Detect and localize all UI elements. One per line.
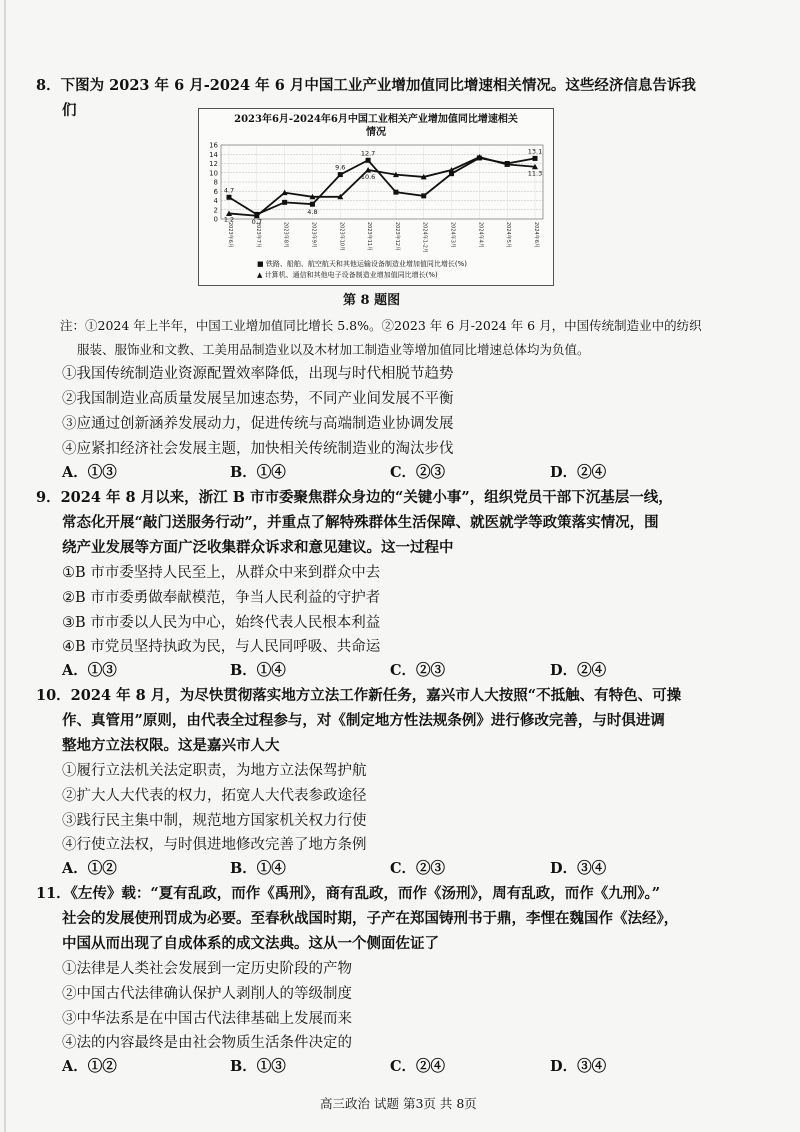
q11-answer-c: C．②④ bbox=[390, 1058, 446, 1075]
legend-series-1-label: 铁路、船舶、航空航天和其他运输设备制造业增加值同比增长(%) bbox=[265, 260, 467, 268]
q8-answer-b: B．①④ bbox=[230, 464, 286, 481]
x-tick-label: 2023年12月 bbox=[393, 222, 400, 252]
q11-answer-a: A．①② bbox=[62, 1058, 117, 1075]
data-label: 10.6 bbox=[360, 172, 376, 181]
q9-option-3: ③B 市市委以人民为中心，始终代表人民根本利益 bbox=[62, 615, 381, 631]
x-tick-label: 2023年11月 bbox=[366, 222, 373, 252]
q11-stem-line2: 社会的发展使刑罚成为必要。至春秋战国时期，子产在郑国铸刑书于鼎，李悝在魏国作《法经》， bbox=[62, 910, 679, 927]
q8-option-2: ②我国制造业高质量发展呈加速态势，不同产业间发展不平衡 bbox=[62, 391, 454, 407]
q8-option-4: ④应紧扣经济社会发展主题，加快相关传统制造业的淘汰步伐 bbox=[62, 441, 454, 457]
q10-stem-line1: 10．2024 年 8 月，为尽快贯彻落实地方立法工作新任务，嘉兴市人大按照“不抵触、有特色、可操 bbox=[36, 687, 682, 704]
data-label: 11.3 bbox=[527, 169, 543, 178]
x-tick-label: 2024年5月 bbox=[505, 222, 512, 248]
q9-option-4: ④B 市党员坚持执政为民，与人民同呼吸、共命运 bbox=[62, 639, 381, 655]
chart-caption: 第 8 题图 bbox=[343, 293, 401, 308]
q9-option-1: ①B 市市委坚持人民至上，从群众中来到群众中去 bbox=[62, 565, 381, 581]
y-tick-label: 10 bbox=[209, 169, 218, 178]
legend-triangle-marker: ▲ bbox=[257, 271, 263, 279]
q11-option-4: ④法的内容最终是由社会物质生活条件决定的 bbox=[62, 1035, 352, 1051]
q9-answer-a: A．①③ bbox=[62, 662, 117, 679]
q11-answer-b: B．①③ bbox=[230, 1058, 286, 1075]
q9-answer-d: D．②④ bbox=[550, 662, 607, 679]
q8-option-1: ①我国传统制造业资源配置效率降低，出现与时代相脱节趋势 bbox=[62, 366, 454, 382]
q10-stem-line2: 作、真管用”原则，由代表全过程参与，对《制定地方性法规条例》进行修改完善，与时俱进调 bbox=[62, 712, 665, 729]
x-tick-label: 2023年7月 bbox=[254, 222, 261, 248]
y-tick-label: 16 bbox=[209, 141, 218, 150]
q8-stem-line2: 们 bbox=[62, 102, 77, 119]
chart-title-line2: 情况 bbox=[366, 127, 386, 138]
q11-option-3: ③中华法系是在中国古代法律基础上发展而来 bbox=[62, 1011, 352, 1027]
page-footer: 高三政治 试题 第3页 共 8页 bbox=[320, 1096, 477, 1111]
page-edge-shadow bbox=[4, 0, 6, 1132]
q8-answer-d: D．②④ bbox=[550, 464, 607, 481]
q9-stem-line1: 9．2024 年 8 月以来，浙江 B 市市委聚焦群众身边的“关键小事”，组织党员干部下沉基层一线， bbox=[36, 489, 673, 506]
series-1-point bbox=[366, 158, 371, 163]
q11-stem-line3: 中国从而出现了自成体系的成文法典。这从一个侧面佐证了 bbox=[62, 935, 439, 952]
x-tick-label: 2024年3月 bbox=[449, 222, 456, 248]
y-tick-label: 8 bbox=[213, 178, 218, 187]
q9-answer-b: B．①④ bbox=[230, 662, 286, 679]
q8-answer-c: C．②③ bbox=[390, 464, 446, 481]
chart-title-line1: 2023年6月-2024年6月中国工业相关产业增加值同比增速相关 bbox=[234, 114, 518, 125]
q11-answer-d: D．③④ bbox=[550, 1058, 607, 1075]
x-tick-label: 2024年4月 bbox=[477, 222, 484, 248]
q8-stem-line1: 8．下图为 2023 年 6 月-2024 年 6 月中国工业产业增加值同比增速相关情况。这些经济信息告诉我 bbox=[36, 77, 696, 94]
q8-note-line2: 服装、服饰业和文教、工美用品制造业以及木材加工制造业等增加值同比增速总体均为负值。 bbox=[77, 342, 590, 357]
x-tick-label: 2023年9月 bbox=[310, 222, 317, 248]
data-label: 4.8 bbox=[307, 208, 318, 217]
q10-option-1: ①履行立法机关法定职责，为地方立法保驾护航 bbox=[62, 763, 367, 779]
q8-answer-a: A．①③ bbox=[62, 464, 117, 481]
series-1-point bbox=[393, 190, 398, 195]
q10-option-4: ④行使立法权，与时俱进地修改完善了地方条例 bbox=[62, 837, 367, 853]
y-tick-label: 4 bbox=[213, 197, 218, 205]
x-tick-label: 2024年6月 bbox=[533, 222, 539, 248]
legend-square-marker: ■ bbox=[257, 260, 264, 268]
legend-series-2 bbox=[257, 270, 438, 280]
q8-note-line1: 注：①2024 年上半年，中国工业增加值同比增长 5.8%。②2023 年 6 月-2024 年 6 月，中国传统制造业中的纺织 bbox=[60, 318, 702, 333]
q10-answer-c: C．②③ bbox=[390, 860, 446, 877]
series-1-point bbox=[421, 193, 426, 198]
series-1-point bbox=[227, 195, 232, 200]
q8-chart bbox=[198, 108, 554, 286]
q10-answer-d: D．③④ bbox=[550, 860, 607, 877]
data-label: 1.2 bbox=[223, 215, 235, 224]
series-line-1 bbox=[229, 158, 535, 217]
series-1-point bbox=[533, 156, 538, 161]
q9-stem-line2: 常态化开展“敲门送服务行动”，并重点了解特殊群体生活保障、就医就学等政策落实情况，围 bbox=[62, 514, 659, 531]
q11-option-1: ①法律是人类社会发展到一定历史阶段的产物 bbox=[62, 961, 352, 977]
q8-option-3: ③应通过创新涵养发展动力，促进传统与高端制造业协调发展 bbox=[62, 416, 454, 432]
legend-series-1 bbox=[257, 259, 467, 269]
y-tick-label: 12 bbox=[209, 160, 218, 168]
q9-option-2: ②B 市市委勇做奉献模范，争当人民利益的守护者 bbox=[62, 590, 381, 606]
q10-answer-b: B．①④ bbox=[230, 860, 286, 877]
x-tick-label: 2023年6月 bbox=[227, 222, 233, 248]
q10-option-2: ②扩大人大代表的权力，拓宽人大代表参政途径 bbox=[62, 788, 367, 804]
q11-stem-line1: 11．《左传》载：“夏有乱政，而作《禹刑》，商有乱政，而作《汤刑》，周有乱政，而作《九刑》。” bbox=[36, 885, 661, 902]
data-label: 4.7 bbox=[223, 186, 235, 195]
q10-answer-a: A．①② bbox=[62, 860, 117, 877]
q10-option-3: ③践行民主集中制，规范地方国家机关权力行使 bbox=[62, 813, 367, 829]
legend-series-2-label: 计算机、通信和其他电子设备制造业增加值同比增长(%) bbox=[264, 271, 438, 279]
x-tick-label: 2023年10月 bbox=[338, 222, 345, 252]
series-1-point bbox=[338, 172, 343, 177]
data-label: 9.6 bbox=[335, 163, 346, 172]
q11-option-2: ②中国古代法律确认保护人剥削人的等级制度 bbox=[62, 986, 352, 1002]
series-1-point bbox=[310, 202, 315, 207]
data-label: 12.7 bbox=[360, 149, 376, 158]
data-label: 13.1 bbox=[527, 147, 543, 156]
y-tick-label: 6 bbox=[213, 187, 218, 196]
series-1-point bbox=[282, 200, 287, 205]
y-tick-label: 14 bbox=[209, 150, 218, 159]
q10-stem-line3: 整地方立法权限。这是嘉兴市人大 bbox=[62, 737, 280, 754]
y-tick-label: 0 bbox=[213, 215, 218, 224]
q9-stem-line3: 绕产业发展等方面广泛收集群众诉求和意见建议。这一过程中 bbox=[62, 539, 454, 556]
x-tick-label: 2023年8月 bbox=[282, 222, 289, 248]
x-tick-label: 2024年1-2月 bbox=[421, 222, 428, 253]
y-tick-label: 2 bbox=[213, 206, 218, 215]
q9-answer-c: C．②③ bbox=[390, 662, 446, 679]
data-label: 0.7 bbox=[251, 217, 262, 226]
